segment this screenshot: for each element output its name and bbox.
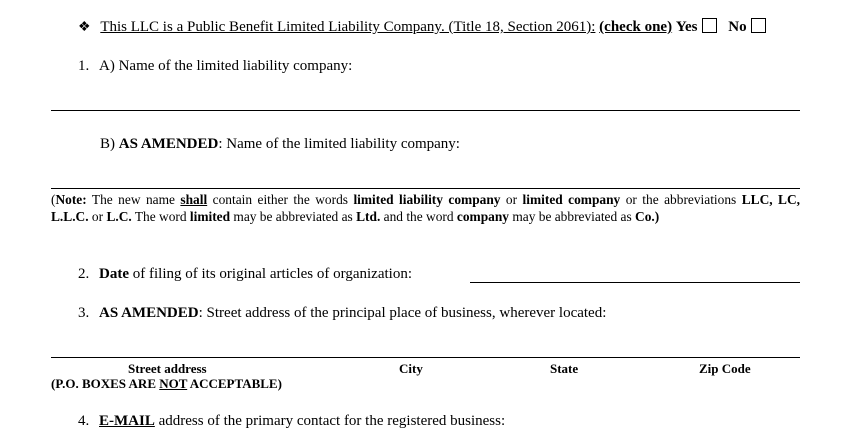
item-4-label: address of the primary contact for the registered business:: [154, 413, 506, 429]
state-caption: State: [550, 361, 579, 376]
street-address-line[interactable]: [51, 357, 800, 358]
note-co: Co.): [635, 209, 660, 224]
filing-date-line[interactable]: [470, 282, 800, 283]
item-3: [78, 305, 606, 322]
no-checkbox[interactable]: [751, 18, 766, 33]
note-lc-abbrev: L.C.: [106, 209, 132, 224]
amended-llc-name-line[interactable]: [51, 188, 800, 189]
item-1a-label: A) Name of the limited liability company:: [99, 58, 353, 74]
zip-code-caption: Zip Code: [699, 361, 751, 376]
note-open: (: [51, 192, 56, 207]
item-3-number: 3.: [78, 305, 90, 321]
item-1a: [78, 58, 352, 75]
item-4-email: E-MAIL: [99, 413, 155, 429]
public-benefit-text: This LLC is a Public Benefit Limited Liability Company. (Title 18, Section 2061):: [100, 19, 596, 35]
check-one-text: (check one): [599, 19, 673, 35]
item-1-number: 1.: [78, 58, 90, 74]
note-text: contain either the words: [207, 192, 354, 207]
note-text: and the word: [380, 209, 457, 224]
po-suffix: ACCEPTABLE): [187, 376, 282, 391]
item-4: [78, 413, 505, 430]
name-note: [51, 191, 800, 225]
item-2: [78, 266, 412, 283]
item-1b-label: : Name of the limited liability company:: [218, 136, 460, 152]
note-text: may be abbreviated as: [230, 209, 357, 224]
item-3-amended: AS AMENDED: [99, 305, 199, 321]
item-2-date: Date: [99, 266, 129, 282]
item-2-label: of filing of its original articles of organization:: [129, 266, 412, 282]
po-box-warning: [51, 376, 282, 392]
diamond-bullet-icon: ❖: [78, 20, 91, 35]
no-label: No: [728, 19, 747, 35]
note-text: or: [500, 192, 523, 207]
po-not: NOT: [159, 376, 188, 391]
item-4-number: 4.: [78, 413, 90, 429]
note-label: Note:: [55, 192, 87, 207]
po-prefix: (P.O. BOXES ARE: [51, 376, 160, 391]
note-text: or the abbreviations: [620, 192, 742, 207]
item-1b-amended: AS AMENDED: [118, 136, 219, 152]
item-1b-prefix: B): [100, 136, 119, 152]
llc-name-line[interactable]: [51, 110, 800, 111]
street-address-caption: Street address: [128, 361, 207, 376]
note-llc-words: limited liability company: [353, 192, 501, 207]
note-text: or: [88, 209, 107, 224]
note-text: The new name: [86, 192, 181, 207]
city-caption: City: [399, 361, 423, 376]
note-text: may be abbreviated as: [509, 209, 636, 224]
item-3-label: : Street address of the principal place of business, wherever located:: [198, 305, 607, 321]
yes-label: Yes: [675, 19, 698, 35]
note-abbrevs: LLC, LC, L.L.C.: [51, 192, 800, 224]
note-limited: limited: [189, 209, 231, 224]
note-lc-words: limited company: [522, 192, 621, 207]
note-company: company: [456, 209, 509, 224]
item-2-number: 2.: [78, 266, 90, 282]
note-ltd: Ltd.: [356, 209, 381, 224]
note-shall: shall: [180, 192, 208, 207]
yes-checkbox[interactable]: [702, 18, 717, 33]
item-1b: [100, 136, 460, 153]
note-text: The word: [131, 209, 190, 224]
public-benefit-question: [78, 18, 766, 36]
